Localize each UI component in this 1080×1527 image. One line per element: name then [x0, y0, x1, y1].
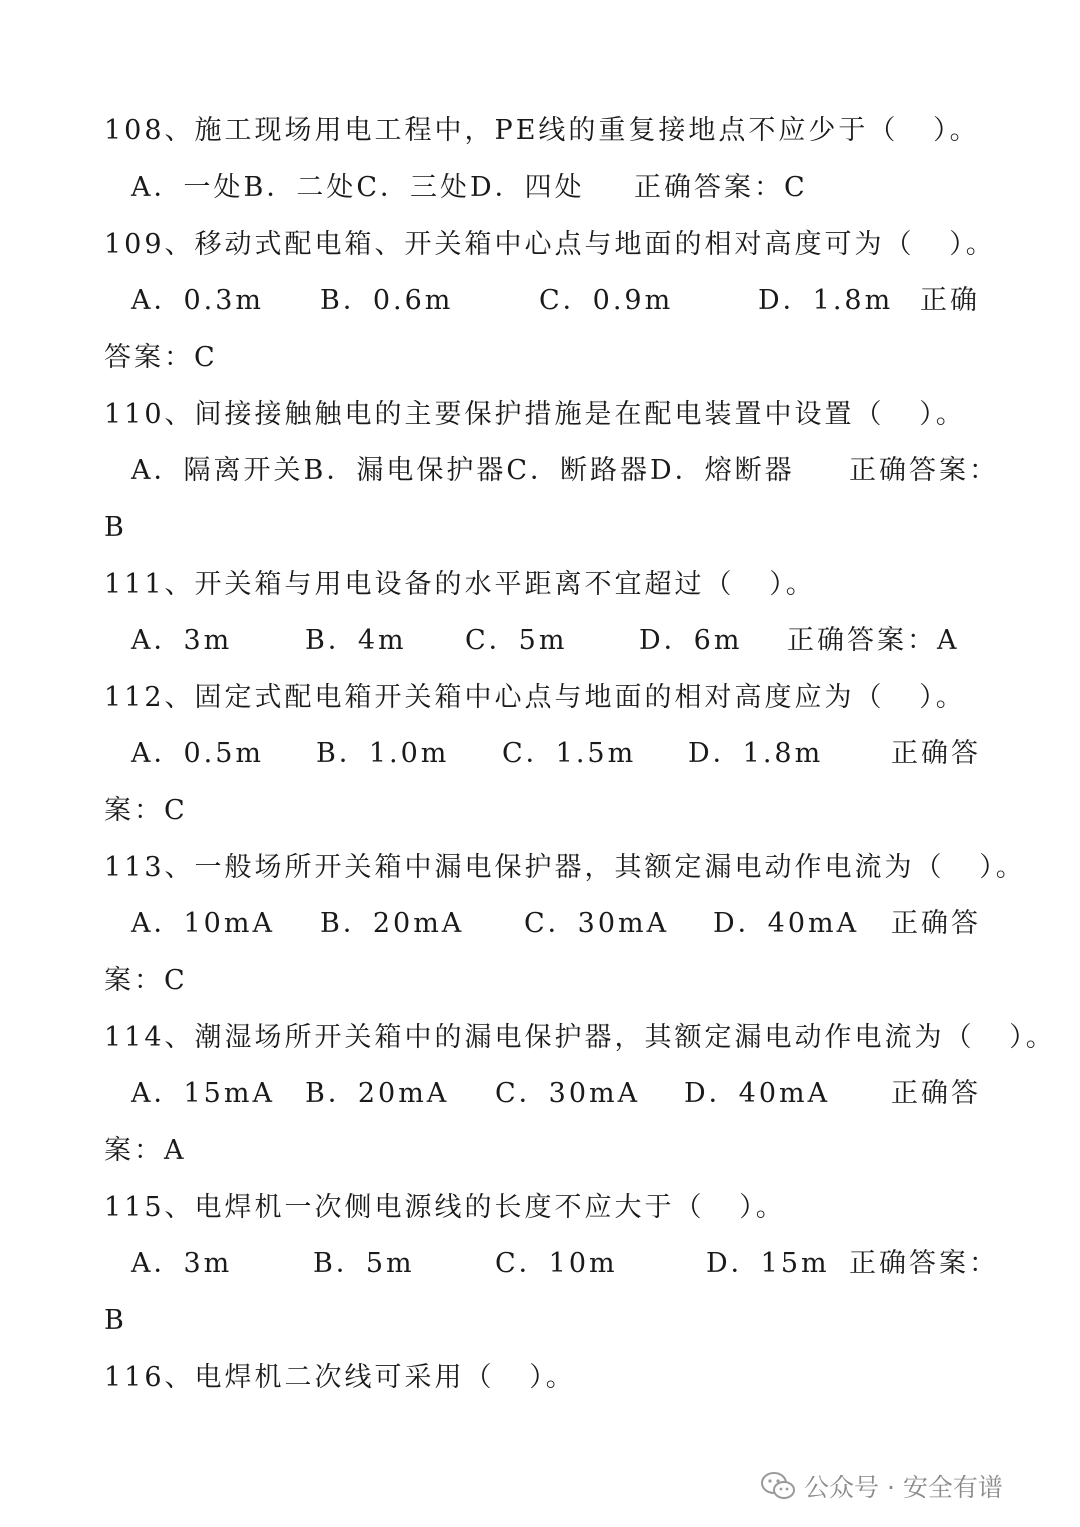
question-112: 112、固定式配电箱开关箱中心点与地面的相对高度应为（ ）。 — [104, 682, 966, 713]
question-116: 116、电焊机二次线可采用（ ）。 — [104, 1362, 576, 1393]
answer-109-part1: 正确 — [920, 285, 980, 316]
answer-109-part2: 答案：C — [104, 342, 218, 373]
option-109-b: B．0.6m — [320, 285, 454, 316]
option-111-c: C．5m — [465, 625, 568, 656]
option-111-d: D．6m — [639, 625, 743, 656]
watermark-text: 公众号 · 安全有谱 — [804, 1473, 1003, 1502]
answer-111: 正确答案：A — [787, 625, 960, 656]
option-115-a: A．3m — [131, 1248, 233, 1279]
option-114-c: C．30mA — [495, 1078, 641, 1109]
answer-115-part2: B — [104, 1305, 127, 1336]
options-108: A．一处B．二处C．三处D．四处 — [131, 172, 585, 203]
option-112-d: D．1.8m — [688, 738, 824, 769]
answer-110-part1: 正确答案： — [849, 455, 999, 486]
question-110: 110、间接接触触电的主要保护措施是在配电装置中设置（ ）。 — [104, 399, 966, 430]
question-115: 115、电焊机一次侧电源线的长度不应大于（ ）。 — [104, 1192, 786, 1223]
option-115-c: C．10m — [495, 1248, 618, 1279]
option-109-d: D．1.8m — [758, 285, 894, 316]
answer-114-part1: 正确答 — [891, 1078, 981, 1109]
option-111-a: A．3m — [131, 625, 233, 656]
question-113: 113、一般场所开关箱中漏电保护器，其额定漏电动作电流为（ ）。 — [104, 852, 1026, 883]
option-115-b: B．5m — [313, 1248, 415, 1279]
option-113-b: B．20mA — [320, 908, 465, 939]
option-112-b: B．1.0m — [316, 738, 450, 769]
answer-110-part2: B — [104, 512, 127, 543]
answer-114-part2: 案：A — [104, 1135, 187, 1166]
option-111-b: B．4m — [305, 625, 407, 656]
option-113-d: D．40mA — [713, 908, 860, 939]
question-108: 108、施工现场用电工程中，PE线的重复接地点不应少于（ ）。 — [104, 115, 980, 146]
watermark — [760, 1466, 1003, 1506]
option-114-d: D．40mA — [684, 1078, 831, 1109]
question-114: 114、潮湿场所开关箱中的漏电保护器，其额定漏电动作电流为（ ）。 — [104, 1022, 1056, 1053]
option-113-a: A．10mA — [131, 908, 275, 939]
answer-113-part2: 案：C — [104, 965, 188, 996]
options-110: A．隔离开关B．漏电保护器C．断路器D．熔断器 — [131, 455, 795, 486]
option-109-a: A．0.3m — [131, 285, 265, 316]
option-112-c: C．1.5m — [502, 738, 637, 769]
wechat-icon — [760, 1471, 796, 1501]
answer-113-part1: 正确答 — [891, 908, 981, 939]
answer-112-part2: 案：C — [104, 795, 188, 826]
option-115-d: D．15m — [706, 1248, 830, 1279]
answer-115-part1: 正确答案： — [849, 1248, 999, 1279]
question-109: 109、移动式配电箱、开关箱中心点与地面的相对高度可为（ ）。 — [104, 229, 996, 260]
option-114-b: B．20mA — [305, 1078, 450, 1109]
option-112-a: A．0.5m — [131, 738, 265, 769]
option-113-c: C．30mA — [524, 908, 670, 939]
answer-108: 正确答案：C — [634, 172, 808, 203]
option-114-a: A．15mA — [131, 1078, 275, 1109]
question-111: 111、开关箱与用电设备的水平距离不宜超过（ ）。 — [104, 569, 816, 600]
answer-112-part1: 正确答 — [891, 738, 981, 769]
option-109-c: C．0.9m — [539, 285, 674, 316]
